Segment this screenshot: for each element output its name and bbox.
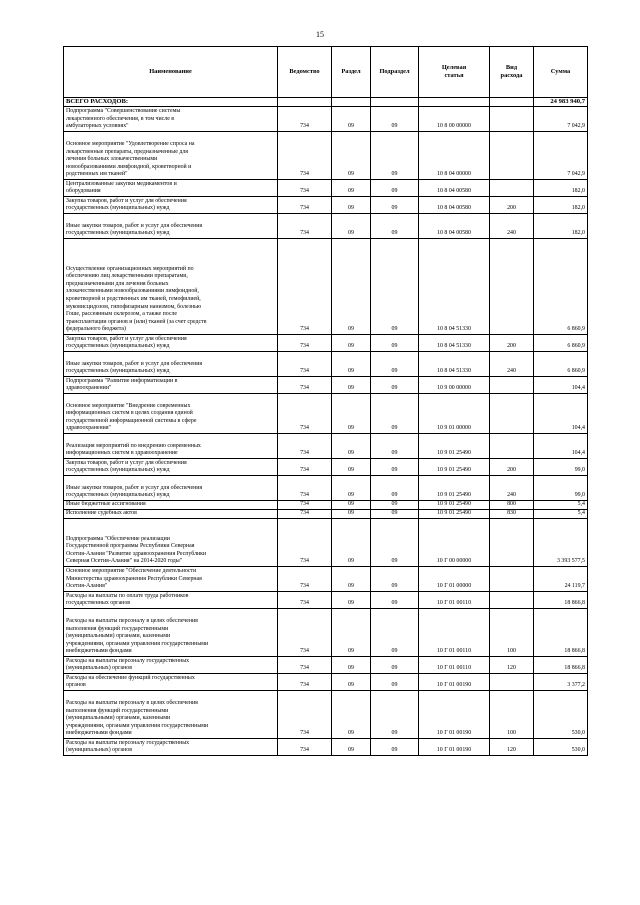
cell-section: 09: [332, 352, 371, 377]
cell-subsection: 09: [371, 691, 419, 739]
table-row: [64, 567, 588, 592]
cell-target: 10 8 04 51330: [419, 352, 490, 377]
cell-sum: 5,4: [534, 510, 588, 519]
table-row: [64, 510, 588, 519]
cell-type: 200: [490, 335, 534, 352]
cell-dept: 734: [278, 180, 332, 197]
cell-dept: 734: [278, 657, 332, 674]
cell-subsection: 09: [371, 377, 419, 394]
cell-section: 09: [332, 377, 371, 394]
cell-dept: 734: [278, 739, 332, 756]
cell-name: Подпрограмма "Развитие информатизации в здравоохранении": [64, 377, 278, 394]
cell-name: Реализация мероприятий по внедрению современных информационных систем в здравоохранение: [64, 434, 278, 459]
cell-type: [490, 239, 534, 335]
cell-target: 10 9 01 00000: [419, 394, 490, 434]
cell-target: 10 Г 01 00190: [419, 739, 490, 756]
cell-dept: 734: [278, 394, 332, 434]
cell-target: 10 8 04 51330: [419, 335, 490, 352]
cell-sum: 3 377,2: [534, 674, 588, 691]
cell-target: 10 8 04 00580: [419, 214, 490, 239]
header-dept: Ведомство: [278, 47, 332, 98]
cell-section: 09: [332, 434, 371, 459]
table-row: [64, 107, 588, 132]
cell-sum: 182,0: [534, 197, 588, 214]
cell-section: 09: [332, 501, 371, 510]
cell-name: Иные закупки товаров, работ и услуг для обеспечения государственных (муниципальных) нужд: [64, 352, 278, 377]
cell-name: Основное мероприятие "Обеспечение деятельности Министерства здравоохранения Республики Северная Осетия-Алания": [64, 567, 278, 592]
cell-section: 09: [332, 657, 371, 674]
cell-sum: 3 393 577,5: [534, 519, 588, 567]
header-subsection: Подраздел: [371, 47, 419, 98]
cell-name: Закупка товаров, работ и услуг для обеспечения государственных (муниципальных) нужд: [64, 335, 278, 352]
table-row: [64, 674, 588, 691]
cell-target: 10 Г 01 00190: [419, 674, 490, 691]
cell-section: 09: [332, 180, 371, 197]
cell-type: 100: [490, 609, 534, 657]
cell-target: 10 Г 01 00110: [419, 657, 490, 674]
cell-subsection: 09: [371, 519, 419, 567]
expenditure-table: [63, 46, 588, 756]
cell-type: 240: [490, 352, 534, 377]
cell-section: 09: [332, 476, 371, 501]
cell-type: 240: [490, 214, 534, 239]
cell-type: [490, 434, 534, 459]
cell-subsection: 09: [371, 132, 419, 180]
cell-subsection: 09: [371, 197, 419, 214]
cell-section: 09: [332, 592, 371, 609]
cell-subsection: 09: [371, 609, 419, 657]
cell-subsection: 09: [371, 739, 419, 756]
cell-name: Расходы на выплаты персоналу в целях обеспечения выполнения функций государственными (муниципальными) органами, казенными учреждениями, органами управления государственными внебюджетными фондами: [64, 609, 278, 657]
cell-dept: 734: [278, 459, 332, 476]
cell-subsection: 09: [371, 214, 419, 239]
table-row: [64, 434, 588, 459]
table-row: [64, 180, 588, 197]
cell-name: Закупка товаров, работ и услуг для обеспечения государственных (муниципальных) нужд: [64, 197, 278, 214]
table-row: [64, 592, 588, 609]
cell-section: 09: [332, 691, 371, 739]
cell-name: Закупка товаров, работ и услуг для обеспечения государственных (муниципальных) нужд: [64, 459, 278, 476]
cell-name: ВСЕГО РАСХОДОВ:: [64, 98, 278, 107]
cell-target: 10 8 04 00580: [419, 180, 490, 197]
cell-target: 10 9 01 25490: [419, 459, 490, 476]
cell-type: [490, 592, 534, 609]
cell-subsection: 09: [371, 352, 419, 377]
cell-type: 200: [490, 197, 534, 214]
table-row: [64, 239, 588, 335]
cell-section: 09: [332, 609, 371, 657]
cell-name: Расходы на выплаты персоналу государственных (муниципальных) органов: [64, 739, 278, 756]
cell-sum: 182,0: [534, 180, 588, 197]
cell-dept: 734: [278, 691, 332, 739]
table-row: [64, 657, 588, 674]
cell-sum: 104,4: [534, 434, 588, 459]
cell-dept: 734: [278, 519, 332, 567]
cell-type: [490, 519, 534, 567]
cell-target: 10 Г 01 00190: [419, 691, 490, 739]
cell-target: 10 8 04 51330: [419, 239, 490, 335]
cell-target: 10 8 04 00580: [419, 197, 490, 214]
cell-type: 120: [490, 657, 534, 674]
table-row: [64, 519, 588, 567]
cell-name: Основное мероприятие "Удовлетворение спроса на лекарственные препараты, предназначенные для лечения больных злокачественными новообразованиями лимфоидной, кроветворной и родственных им тканей": [64, 132, 278, 180]
table-row: [64, 214, 588, 239]
cell-type: [490, 180, 534, 197]
cell-type: [490, 377, 534, 394]
table-row: [64, 609, 588, 657]
cell-sum: 18 866,8: [534, 592, 588, 609]
cell-subsection: 09: [371, 459, 419, 476]
header-name: Наименование: [64, 47, 278, 98]
cell-type: 800: [490, 501, 534, 510]
cell-section: [332, 98, 371, 107]
cell-target: [419, 98, 490, 107]
table-row: [64, 377, 588, 394]
cell-section: 09: [332, 510, 371, 519]
cell-type: 830: [490, 510, 534, 519]
cell-subsection: 09: [371, 674, 419, 691]
cell-subsection: 09: [371, 592, 419, 609]
cell-sum: 104,4: [534, 377, 588, 394]
cell-name: Подпрограмма "Совершенствование системы лекарственного обеспечения, в том числе в амбулаторных условиях": [64, 107, 278, 132]
cell-name: Основное мероприятие "Внедрение современных информационных систем в целях создания единой государственной информационной системы в сфере здравоохранения": [64, 394, 278, 434]
cell-dept: 734: [278, 567, 332, 592]
cell-section: 09: [332, 459, 371, 476]
table-row: [64, 335, 588, 352]
cell-sum: 6 860,9: [534, 352, 588, 377]
header-type: Вид расхода: [490, 47, 534, 98]
cell-type: [490, 674, 534, 691]
table-row: [64, 476, 588, 501]
cell-sum: 5,4: [534, 501, 588, 510]
cell-name: Подпрограмма "Обеспечение реализации Государственной программы Республики Северная Осетия-Алания "Развитие здравоохранения Республики Северная Осетия-Алания" на 2014-2020 годы": [64, 519, 278, 567]
cell-name: Расходы на выплаты персоналу государственных (муниципальных) органов: [64, 657, 278, 674]
cell-target: 10 Г 01 00110: [419, 592, 490, 609]
cell-sum: 7 042,9: [534, 107, 588, 132]
cell-section: 09: [332, 739, 371, 756]
cell-section: 09: [332, 519, 371, 567]
cell-subsection: 09: [371, 567, 419, 592]
cell-section: 09: [332, 674, 371, 691]
cell-sum: 530,0: [534, 739, 588, 756]
header-target: Целевая статья: [419, 47, 490, 98]
cell-target: 10 Г 00 00000: [419, 519, 490, 567]
cell-dept: 734: [278, 674, 332, 691]
cell-dept: 734: [278, 107, 332, 132]
cell-dept: 734: [278, 132, 332, 180]
cell-dept: 734: [278, 510, 332, 519]
cell-target: 10 Г 01 00110: [419, 609, 490, 657]
table-row: [64, 459, 588, 476]
cell-subsection: 09: [371, 180, 419, 197]
cell-sum: 24 983 940,7: [534, 98, 588, 107]
page-number: 15: [316, 30, 324, 39]
cell-sum: 6 860,9: [534, 335, 588, 352]
cell-target: 10 9 01 25490: [419, 434, 490, 459]
cell-sum: 99,0: [534, 459, 588, 476]
cell-section: 09: [332, 197, 371, 214]
cell-subsection: 09: [371, 510, 419, 519]
cell-subsection: 09: [371, 657, 419, 674]
cell-sum: 104,4: [534, 394, 588, 434]
cell-sum: 6 860,9: [534, 239, 588, 335]
cell-subsection: 09: [371, 335, 419, 352]
cell-name: Осуществление организационных мероприятий по обеспечению лиц лекарственными препаратами, предназначенными для лечения больных злокачественными новообразованиями лимфоидной, кроветворной и родственных им тканей, гемофилией, муковисцидозом, гипофизарным нанизмом, болезнью Гоше, рассеянным склерозом, а также после трансплантации органов и (или) тканей (за счет средств федерального бюджета): [64, 239, 278, 335]
cell-dept: 734: [278, 501, 332, 510]
cell-sum: 7 042,9: [534, 132, 588, 180]
cell-section: 09: [332, 107, 371, 132]
cell-subsection: 09: [371, 434, 419, 459]
cell-subsection: 09: [371, 107, 419, 132]
cell-type: 100: [490, 691, 534, 739]
header-section: Раздел: [332, 47, 371, 98]
table-header-row: [64, 47, 588, 98]
cell-dept: 734: [278, 592, 332, 609]
table-body: [64, 98, 588, 756]
cell-dept: 734: [278, 476, 332, 501]
cell-type: [490, 394, 534, 434]
cell-name: Иные закупки товаров, работ и услуг для обеспечения государственных (муниципальных) нужд: [64, 214, 278, 239]
cell-section: 09: [332, 567, 371, 592]
table-row: [64, 501, 588, 510]
cell-name: Иные бюджетные ассигнования: [64, 501, 278, 510]
table-row: [64, 739, 588, 756]
table-row: [64, 691, 588, 739]
cell-name: Централизованные закупки медикаментов и оборудования: [64, 180, 278, 197]
cell-section: 09: [332, 335, 371, 352]
cell-dept: 734: [278, 352, 332, 377]
header-sum: Сумма: [534, 47, 588, 98]
cell-section: 09: [332, 239, 371, 335]
cell-sum: 530,0: [534, 691, 588, 739]
cell-dept: 734: [278, 335, 332, 352]
cell-sum: 24 119,7: [534, 567, 588, 592]
cell-type: 200: [490, 459, 534, 476]
cell-name: Иные закупки товаров, работ и услуг для обеспечения государственных (муниципальных) нужд: [64, 476, 278, 501]
table-row: [64, 394, 588, 434]
cell-section: 09: [332, 394, 371, 434]
cell-dept: 734: [278, 609, 332, 657]
cell-sum: 18 866,8: [534, 657, 588, 674]
cell-type: [490, 98, 534, 107]
cell-type: [490, 107, 534, 132]
cell-subsection: 09: [371, 501, 419, 510]
cell-name: Расходы на обеспечение функций государственных органов: [64, 674, 278, 691]
cell-type: 120: [490, 739, 534, 756]
cell-subsection: 09: [371, 239, 419, 335]
cell-sum: 99,0: [534, 476, 588, 501]
cell-target: 10 9 00 00000: [419, 377, 490, 394]
cell-dept: 734: [278, 434, 332, 459]
cell-dept: 734: [278, 239, 332, 335]
cell-name: Расходы на выплаты персоналу в целях обеспечения выполнения функций государственными (муниципальными) органами, казенными учреждениями, органами управления государственными внебюджетными фондами: [64, 691, 278, 739]
cell-type: [490, 132, 534, 180]
cell-target: 10 8 04 00000: [419, 132, 490, 180]
cell-type: 240: [490, 476, 534, 501]
table-row: [64, 197, 588, 214]
cell-subsection: 09: [371, 394, 419, 434]
cell-type: [490, 567, 534, 592]
cell-target: 10 Г 01 00000: [419, 567, 490, 592]
table-row: [64, 352, 588, 377]
cell-dept: 734: [278, 197, 332, 214]
cell-subsection: 09: [371, 476, 419, 501]
cell-target: 10 9 01 25490: [419, 501, 490, 510]
cell-target: 10 9 01 25490: [419, 476, 490, 501]
table-row: [64, 132, 588, 180]
cell-section: 09: [332, 214, 371, 239]
cell-target: 10 9 01 25490: [419, 510, 490, 519]
cell-dept: [278, 98, 332, 107]
cell-target: 10 8 00 00000: [419, 107, 490, 132]
cell-dept: 734: [278, 214, 332, 239]
cell-sum: 182,0: [534, 214, 588, 239]
cell-dept: 734: [278, 377, 332, 394]
table-row: [64, 98, 588, 107]
cell-sum: 18 866,8: [534, 609, 588, 657]
cell-section: 09: [332, 132, 371, 180]
cell-name: Исполнение судебных актов: [64, 510, 278, 519]
cell-subsection: [371, 98, 419, 107]
cell-name: Расходы на выплаты по оплате труда работников государственных органов: [64, 592, 278, 609]
